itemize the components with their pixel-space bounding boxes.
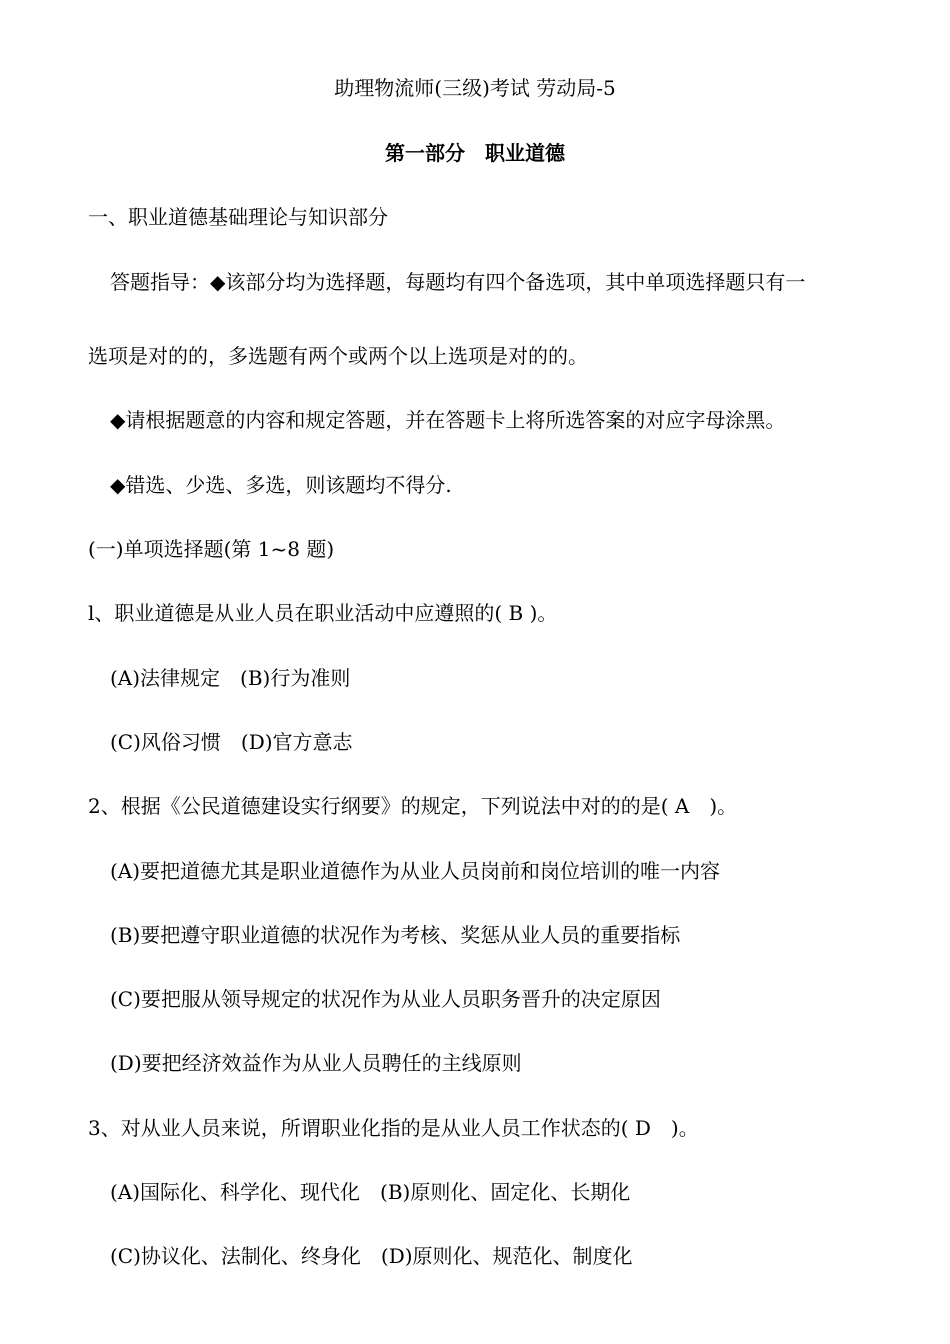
- instruction-line-1: 答题指导：◆该部分均为选择题，每题均有四个备选项，其中单项选择题只有一: [110, 270, 806, 294]
- question-3-option-line-2: (C)协议化、法制化、终身化 (D)原则化、规范化、制度化: [110, 1244, 633, 1268]
- instruction-line-4: ◆错选、少选、多选，则该题均不得分.: [110, 473, 452, 497]
- subsection-heading: (一)单项选择题(第 1~8 题): [88, 537, 335, 561]
- instruction-line-3: ◆请根据题意的内容和规定答题，并在答题卡上将所选答案的对应字母涂黑。: [110, 408, 786, 432]
- question-1-option-line-1: (A)法律规定 (B)行为准则: [110, 666, 351, 690]
- question-2-option-d: (D)要把经济效益作为从业人员聘任的主线原则: [110, 1051, 522, 1075]
- question-3-option-line-1: (A)国际化、科学化、现代化 (B)原则化、固定化、长期化: [110, 1180, 631, 1204]
- section-heading: 一、职业道德基础理论与知识部分: [88, 205, 388, 229]
- part-title: 第一部分 职业道德: [385, 141, 565, 165]
- question-1-option-line-2: (C)风俗习惯 (D)官方意志: [110, 730, 353, 754]
- question-2-option-b: (B)要把遵守职业道德的状况作为考核、奖惩从业人员的重要指标: [110, 923, 681, 947]
- question-2-stem: 2、根据《公民道德建设实行纲要》的规定，下列说法中对的的是( A )。: [88, 794, 738, 818]
- question-2-option-c: (C)要把服从领导规定的状况作为从业人员职务晋升的决定原因: [110, 987, 661, 1011]
- instruction-line-2: 选项是对的的，多选题有两个或两个以上选项是对的的。: [88, 344, 588, 368]
- question-1-stem: l、职业道德是从业人员在职业活动中应遵照的( B )。: [88, 601, 558, 625]
- document-title: 助理物流师(三级)考试 劳动局-5: [334, 76, 616, 100]
- question-2-option-a: (A)要把道德尤其是职业道德作为从业人员岗前和岗位培训的唯一内容: [110, 859, 721, 883]
- question-3-stem: 3、对从业人员来说，所谓职业化指的是从业人员工作状态的( D )。: [88, 1116, 699, 1140]
